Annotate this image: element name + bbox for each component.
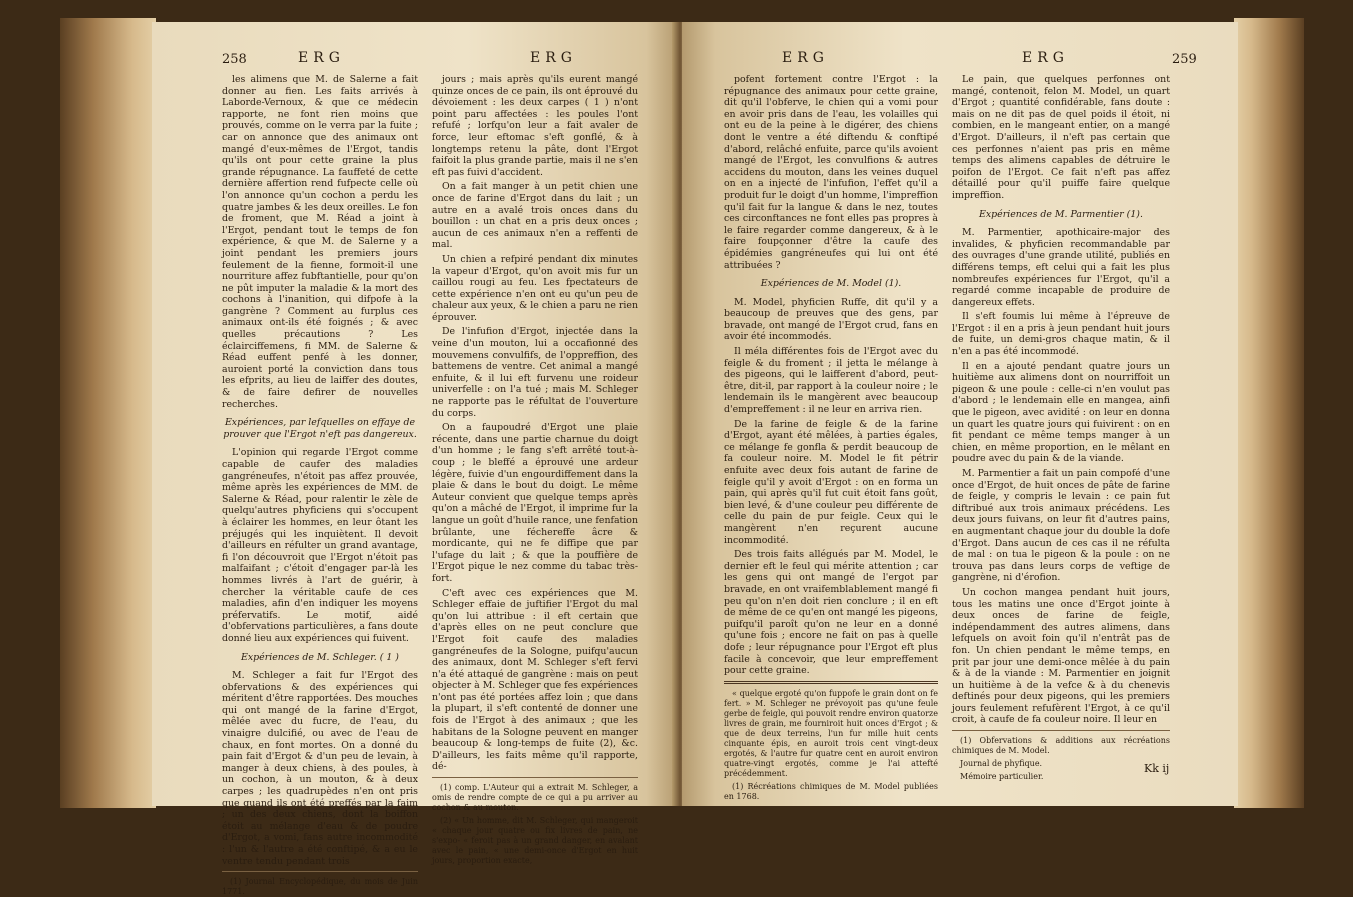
footnote-rule bbox=[952, 730, 1170, 731]
paragraph: M. Model, phyficien Ruffe, dit qu'il y a beaucoup de preuves que des gens, par bravade, ont mangé de l'Ergot crud, fans en avoir été incommodés. bbox=[724, 296, 938, 343]
paragraph: C'eft avec ces expériences que M. Schleger effaie de juftifier l'Ergot du mal qu'on lui attribue : il eft certain que d'après elles on ne peut conclure que l'Ergot foit caufe des maladies gangréneufes de la Sologne, puifqu'aucun des animaux, dont M. Schleger s'eft fervi n'a été attaqué de gangrène : mais on peut objecter à M. Schleger que fes expériences n'ont pas été portées affez loin ; que dans la plupart, il s'eft contenté de donner une fois de l'Ergot à des animaux ; que les habitans de la Sologne peuvent en manger beaucoup & long-temps de fuite (2), &c. D'ailleurs, les faits même qu'il rapporte, dé- bbox=[432, 587, 638, 773]
left-running-head-col2: ERG bbox=[530, 50, 577, 66]
footnote-rule bbox=[432, 777, 638, 778]
right-page-edges bbox=[1234, 18, 1304, 808]
paragraph: Des trois faits allégués par M. Model, le dernier eft le feul qui mérite attention ; car les gens qui ont mangé de l'ergot par bravade, en ont vraifemblablement mangé fi peu qu'on n'en doit rien conclure ; il en eft de même de ce qu'en ont mangé les pigeons, puifqu'il paroît qu'on ne leur en a donné qu'une fois ; encore ne fait on pas à quelle dofe ; leur répugnance pour l'Ergot eft plus facile à concevoir, que leur empreffement pour cette graine. bbox=[724, 549, 938, 677]
paragraph: pofent fortement contre l'Ergot : la répugnance des animaux pour cette graine, dit qu'il l'obferve, le chien qui a vomi pour en avoir pris dans de l'eau, les volailles qui ont eu de la peine à le digérer, des chiens dont le ventre a été diftendu & conftipé d'abord, relâché enfuite, parce qu'ils avoient mangé de l'Ergot, les convulfions & autres accidens du mouton, dans les veines duquel on en a injecté de l'infufion, l'effet qu'il a produit fur le doigt d'un homme, l'impreffion qu'il fait fur la langue & dans le nez, toutes ces circonftances ne font elles pas propres à le faire regarder comme dangereux, & à le faire foupçonner d'être la caufe des épidémies gangréneufes qui lui ont été attribuées ? bbox=[724, 74, 938, 271]
footnote: (2) « Un homme, dit M. Schleger, qui mangeroit « chaque jour quatre ou fix livres de pain, ne s'expo- « feroit pas à un grand danger, en avalant avec le pain, « une demi-once d'Ergot en huit jours, proportion exacte, bbox=[432, 816, 638, 866]
right-page-number: 259 bbox=[1172, 52, 1197, 67]
paragraph: L'opinion qui regarde l'Ergot comme capable de caufer des maladies gangréneufes, n'étoit pas affez prouvée, même après les expériences de MM. de Salerne & Réad, pour ralentir le zèle de quelqu'autres phyficiens qui s'occupent à éclairer les hommes, en leur ôtant les préjugés qui les inquiètent. Il devoit d'ailleurs en réfulter un grand avantage, fi l'on découvroit que l'Ergot n'étoit pas malfaifant ; c'étoit d'engager par-là les hommes livrés à l'art de guérir, à chercher la véritable caufe de ces maladies, afin d'en indiquer les moyens préfervatifs. Le motif, aidé d'obfervations particulières, a fans doute donné lieu aux expériences qui fuivent. bbox=[222, 447, 418, 644]
section-heading: Expériences de M. Schleger. ( 1 ) bbox=[241, 651, 399, 663]
section-end-rule bbox=[724, 681, 938, 684]
paragraph: Le pain, que quelques perfonnes ont mangé, contenoit, felon M. Model, un quart d'Ergot ; quantité confidérable, fans doute : mais on ne dit pas de quel poids il étoit, ni combien, en le mangeant entier, on a mangé d'Ergot. D'ailleurs, il n'eft pas certain que ces perfonnes n'aient pas pris en même temps des alimens capables de détruire le poifon de l'Ergot. Ce fait n'eft pas affez détaillé pour qu'il puiffe faire quelque impreffion. bbox=[952, 74, 1170, 201]
footnote-rule bbox=[222, 871, 418, 872]
right-running-head-col2: ERG bbox=[1022, 50, 1069, 66]
paragraph: On a fait manger à un petit chien une once de farine d'Ergot dans du lait ; un autre en a avalé trois onces dans du bouillon : un chat en a pris deux onces ; aucun de ces animaux n'en a reffenti de mal. bbox=[432, 181, 638, 251]
footnote: (1) comp. L'Auteur qui a extrait M. Schleger, a omis de rendre compte de ce qui a pu arriver au cochon & au mouton. bbox=[432, 783, 638, 813]
paragraph: M. Schleger a fait fur l'Ergot des obfervations & des expériences qui méritent d'être rapportées. Des mouches qui ont mangé de la farine d'Ergot, mêlée avec du fucre, de l'eau, du vinaigre dulcifié, ou avec de l'eau de chaux, en font mortes. On a donné du pain fait d'Ergot & d'un peu de levain, à manger à deux chiens, à des poules, à un cochon, à un mouton, & à deux carpes ; les quadrupèdes n'en ont pris que quand ils ont été preffés par la faim ; un des deux chiens, dont la boiffon étoit au mélange d'eau & de poudre d'Ergot, a vomi, fans autre incommodité : l'un & l'autre a été conftipé, & a eu le ventre tendu pendant trois bbox=[222, 670, 418, 867]
paragraph: Un chien a refpiré pendant dix minutes la vapeur d'Ergot, qu'on avoit mis fur un caillou rougi au feu. Les fpectateurs de cette expérience n'en ont eu qu'un peu de chaleur aux yeux, & le chien a paru ne rien éprouver. bbox=[432, 253, 638, 323]
paragraph: jours ; mais après qu'ils eurent mangé quinze onces de ce pain, ils ont éprouvé du dévoiement : les deux carpes ( 1 ) n'ont point paru affectées : les poules l'ont refufé ; lorfqu'on leur a fait avaler de force, leur eftomac s'eft gonflé, & à longtemps retenu la pâte, dont l'Ergot faifoit la plus grande partie, mais il ne s'en eft pas fuivi d'accident. bbox=[432, 74, 638, 178]
paragraph: Il en a ajouté pendant quatre jours un huitième aux alimens dont on nourriffoit un pigeon & une poule : celle-ci n'en voulut pas d'abord ; le lendemain elle en mangea, ainfi que le pigeon, avec avidité : on leur en donna un quart les quatre jours qui fuivirent : on en fit pendant ce même temps manger à un chien, en même proportion, en le mêlant en poudre avec du pain & de la viande. bbox=[952, 360, 1170, 465]
paragraph: De l'infufion d'Ergot, injectée dans la veine d'un mouton, lui a occafionné des mouvemens convulfifs, de l'oppreffion, des battemens de ventre. Cet animal a mangé enfuite, & il lui eft furvenu une roideur univerfelle : on l'a tué ; mais M. Schleger ne rapporte pas le réfultat de l'ouverture du corps. bbox=[432, 326, 638, 419]
paragraph: Il méla différentes fois de l'Ergot avec du feigle & du froment ; il jetta le mélange à des pigeons, qui le laifferent d'abord, peut-être, dit-il, par rapport à la couleur noire ; le lendemain ils le mangèrent avec beaucoup d'empreffement : il ne leur en arriva rien. bbox=[724, 346, 938, 416]
right-column-1 bbox=[724, 74, 938, 801]
footnote: (1) Obfervations & additions aux récréations chimiques de M. Model. bbox=[952, 736, 1170, 756]
paragraph: On a faupoudré d'Ergot une plaie récente, dans une partie charnue du doigt d'un homme ; le fang s'eft arrêté tout-à-coup ; le bleffé a éprouvé une ardeur légère, fuivie d'un engourdiffement dans la plaie & dans le bout du doigt. Le même Auteur convient que quelque temps après qu'on a mâché de l'Ergot, il imprime fur la langue un goût d'huile rance, une fenfation brûlante, une féchereffe âcre & mordicante, qui ne fe diffipe que par l'ufage du lait ; & que la pouffière de l'Ergot pique le nez comme du tabac très-fort. bbox=[432, 422, 638, 584]
footnote: (1) Journal Encyclopédique, du mois de Juin 1771. bbox=[222, 877, 418, 897]
paragraph: Il s'eft foumis lui même à l'épreuve de l'Ergot : il en a pris à jeun pendant huit jours de fuite, un demi-gros chaque matin, & il n'en a pas été incommodé. bbox=[952, 311, 1170, 358]
footnote: « quelque ergoté qu'on fuppofe le grain dont on fe fert. » M. Schleger ne prévoyoit pas qu'une feule gerbe de feigle, qui pouvoit rendre environ quatorze livres de grain, me fourniroit huit onces d'Ergot ; & que de deux terreins, l'un fur mille huit cents cinquante épis, en auroit trois cent vingt-deux ergotés, & l'autre fur quatre cent en auroit environ quatre-vingt ergotés, comme je l'ai attefté précédemment. bbox=[724, 688, 938, 778]
open-book bbox=[60, 8, 1304, 897]
paragraph: M. Parmentier, apothicaire-major des invalides, & phyficien recommandable par des ouvrages d'une grande utilité, publiés en différens temps, eft celui qui a fait les plus nombreufes expériences fur l'Ergot, qu'il a regardé comme incapable de produire de dangereux effets. bbox=[952, 227, 1170, 308]
section-heading: Expériences de M. Model (1). bbox=[760, 278, 902, 290]
left-running-head-col1: ERG bbox=[298, 50, 345, 66]
left-page-edges bbox=[60, 18, 156, 808]
left-page-number: 258 bbox=[222, 52, 247, 67]
left-column-1 bbox=[222, 74, 418, 897]
section-heading: Expériences, par lefquelles on effaye de prouver que l'Ergot n'eft pas dangereux. bbox=[223, 417, 417, 440]
left-page bbox=[152, 22, 678, 897]
footnote: Mémoire particulier. bbox=[960, 772, 1044, 782]
paragraph: M. Parmentier a fait un pain compofé d'une once d'Ergot, de huit onces de pâte de farine de feigle, y compris le levain : ce pain fut diftribué aux trois animaux précédens. Les deux jours fuivans, on leur fit d'autres pains, en augmentant chaque jour du double la dofe d'Ergot. Dans aucun de ces cas il ne réfulta de mal : on tua le pigeon & la poule : on ne trouva pas dans leurs corps de veftige de gangrène, ni d'érofion. bbox=[952, 468, 1170, 584]
paragraph: les alimens que M. de Salerne a fait donner au fien. Les faits arrivés à Laborde-Vernoux, & que ce médecin rapporte, ne font rien moins que prouvés, comme on le verra par la fuite ; car on annonce que des animaux ont mangé d'eux-mêmes de l'Ergot, tandis qu'ils ont pour cette graine la plus grande répugnance. La fauffeté de cette dernière affertion rend fufpecte celle où l'on annonce qu'un cochon a perdu les quatre jambes & les deux oreilles. Le fon de froment, que M. Réad a joint à l'Ergot, pendant tout le temps de fon expérience, & que M. de Salerne y a joint pendant les premiers jours feulement de la fienne, formoit-il une nourriture affez fubftantielle, pour qu'on ne pût imputer la maladie & la mort des cochons à l'inanition, qui difpofe à la gangrène ? Comment au furplus ces animaux ont-ils été foignés ; & avec quelles précautions ? Les éclairciffemens, fi MM. de Salerne & Réad euffent penfé à les donner, auroient porté la conviction dans tous les efprits, au lieu de laiffer des doutes, & de faire defirer de nouvelles recherches. bbox=[222, 74, 418, 410]
paragraph: De la farine de feigle & de la farine d'Ergot, ayant été mêlées, à parties égales, ce mélange fe gonfla & perdit beaucoup de fa couleur noire. M. Model le fit pétrir enfuite avec deux fois autant de farine de feigle qu'il y avoit d'Ergot : on en forma un pain, qui après qu'il fut cuit étoit fans goût, bien levé, & d'une couleur peu différente de celle du pain de pur feigle. Ceux qui le mangèrent n'en reçurent aucune incommodité. bbox=[724, 418, 938, 546]
right-running-head-col1: ERG bbox=[782, 50, 829, 66]
left-column-2 bbox=[432, 74, 638, 866]
right-page bbox=[682, 22, 1238, 806]
footnote: Journal de phyfique. bbox=[960, 759, 1043, 769]
footnote: (1) Récréations chimiques de M. Model publiées en 1768. bbox=[724, 781, 938, 801]
section-heading: Expériences de M. Parmentier (1). bbox=[979, 208, 1143, 220]
paragraph: Un cochon mangea pendant huit jours, tous les matins une once d'Ergot jointe à deux onces de farine de feigle, indépendamment des autres alimens, dans lefquels on avoit foin qu'il n'entrât pas de fon. Un chien pendant le même temps, en prit par jour une demi-once mêlée à du pain & à de la viande : M. Parmentier en joignit un huitième à de la vefce & à du chenevis deftinés pour deux pigeons, qui les premiers jours feulement refufèrent l'Ergot, à ce qu'il croit, à caufe de fa couleur noire. Il leur en bbox=[952, 586, 1170, 726]
signature-mark: Kk ij bbox=[1144, 762, 1170, 775]
